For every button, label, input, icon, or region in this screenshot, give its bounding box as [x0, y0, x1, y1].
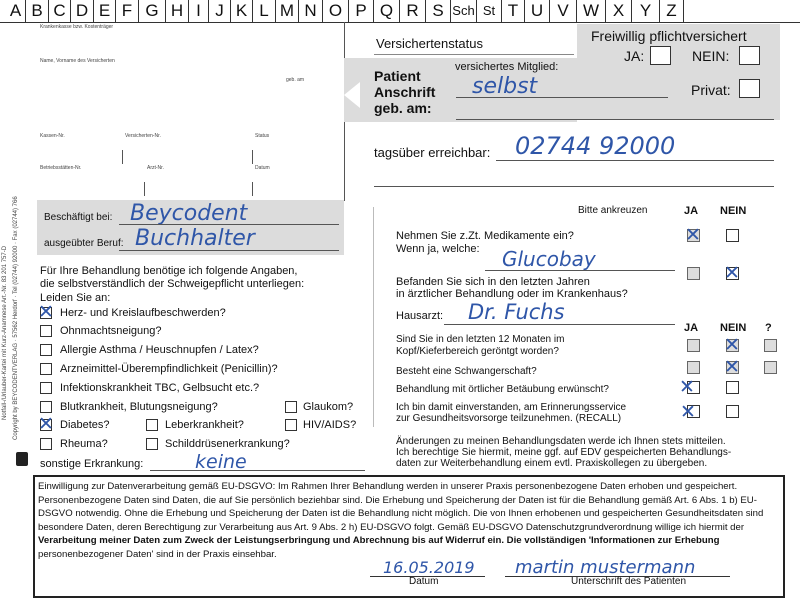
alphabet-letter-w: W	[577, 0, 606, 22]
card-arzt-nr-label: Arzt-Nr.	[147, 165, 164, 171]
condition-allergie: Allergie Asthma / Heuschnupfen / Latex?	[60, 344, 259, 356]
signature-label: Unterschrift des Patienten	[571, 576, 687, 587]
alphabet-letter-o: O	[323, 0, 349, 22]
checkmark-x-icon: ✕	[680, 401, 696, 423]
employer-value[interactable]: Beycodent	[130, 201, 248, 226]
geb-am-label: geb. am:	[374, 100, 432, 116]
alphabet-index-strip	[0, 0, 800, 23]
alphabet-letter-g: G	[139, 0, 166, 22]
recall-question-line1: Ich bin damit einverstanden, am Erinnerungsservice	[396, 402, 627, 413]
checkmark-x-icon: ✕	[38, 301, 54, 323]
alphabet-letter-v: V	[550, 0, 577, 22]
condition-checkbox-ohnmacht[interactable]	[40, 325, 52, 337]
betaeubung-question: Behandlung mit örtlicher Betäubung erwünscht?	[396, 384, 609, 395]
condition-checkbox-rheuma[interactable]	[40, 438, 52, 450]
alphabet-letter-d: D	[71, 0, 94, 22]
alphabet-letter-sch: Sch	[451, 0, 477, 22]
side-copyright-text: Copyright by BEYCODENTVERLAG · 57562 Herdorf · Tel (02744) 92000 · Fax (02744) 766	[13, 196, 19, 440]
consent-date-value[interactable]: 16.05.2019	[383, 558, 475, 577]
alphabet-letter-y: Y	[632, 0, 660, 22]
consent-text	[38, 480, 782, 562]
card-name-label: Name, Vorname des Versicherten	[40, 58, 115, 64]
consent-date-label: Datum	[409, 576, 439, 587]
card-status-label: Status	[255, 133, 270, 139]
aenderung-line3: daten zur Weiterbehandlung einem evtl. Praxiskollegen zu übergeben.	[396, 458, 708, 469]
card-krankenkasse-label: Krankenkasse bzw. Kostenträger	[40, 24, 114, 30]
consent-box	[33, 475, 785, 598]
behandlung-ja-checkbox[interactable]	[687, 267, 700, 280]
publisher-logo-icon	[16, 452, 28, 466]
checkmark-x-icon: ✕	[724, 356, 740, 378]
job-value[interactable]: Buchhalter	[135, 226, 255, 251]
other-condition-label: sonstige Erkrankung:	[40, 458, 144, 470]
mitglied-value[interactable]: selbst	[472, 74, 538, 99]
nein-header: NEIN	[720, 205, 747, 217]
schwanger-unknown-checkbox[interactable]	[764, 361, 777, 374]
card-kassen-nr-label: Kassen-Nr.	[40, 133, 65, 139]
arrow-left-icon	[344, 82, 360, 108]
recall-question-line2: zur Gesundheitsvorsorge teilzunehmen. (RECALL)	[396, 413, 622, 424]
patient-anschrift-heading	[374, 68, 435, 116]
alphabet-letter-p: P	[349, 0, 374, 22]
alphabet-letter-st: St	[477, 0, 502, 22]
condition-glaukom: Glaukom?	[303, 401, 354, 413]
consent-line3: DSGVO notwendig. Ohne die Erhebung und Speicherung der Daten ist die Behandlung nicht möglich. Die von Ihnen erhobenen und gespeicherten Gesundheitsdaten sind	[38, 508, 764, 520]
betaeubung-nein-checkbox[interactable]	[726, 381, 739, 394]
condition-herz: Herz- und Kreislaufbeschwerden?	[60, 307, 226, 319]
roentgen-question-line2: Kopf/Kieferbereich geröntgt worden?	[396, 346, 559, 357]
checkmark-x-icon: ✕	[679, 376, 695, 398]
job-label: ausgeübter Beruf:	[44, 238, 124, 249]
alphabet-letter-n: N	[299, 0, 323, 22]
condition-checkbox-schilddruese[interactable]	[146, 438, 158, 450]
behandlung-question-line2: in ärztlicher Behandlung oder im Krankenhaus?	[396, 288, 628, 300]
other-condition-value[interactable]: keine	[195, 451, 247, 473]
schwanger-ja-checkbox[interactable]	[687, 361, 700, 374]
alphabet-letter-l: L	[253, 0, 276, 22]
condition-checkbox-blut[interactable]	[40, 401, 52, 413]
condition-checkbox-hiv[interactable]	[285, 419, 297, 431]
bitte-ankreuzen-label: Bitte ankreuzen	[578, 205, 648, 216]
phone-label: tagsüber erreichbar:	[374, 145, 491, 160]
checkmark-x-icon: ✕	[724, 262, 740, 284]
freiwillig-nein-label: NEIN:	[692, 48, 730, 64]
alphabet-letter-s: S	[426, 0, 451, 22]
alphabet-letter-u: U	[525, 0, 550, 22]
alphabet-letter-t: T	[502, 0, 525, 22]
alphabet-letter-q: Q	[374, 0, 400, 22]
freiwillig-privat-checkbox[interactable]	[739, 79, 760, 98]
anschrift-label: Anschrift	[374, 84, 436, 100]
medikamente-nein-checkbox[interactable]	[726, 229, 739, 242]
phone-value[interactable]: 02744 92000	[515, 132, 676, 160]
checkmark-x-icon: ✕	[724, 334, 740, 356]
condition-checkbox-leber[interactable]	[146, 419, 158, 431]
roentgen-question-line1: Sind Sie in den letzten 12 Monaten im	[396, 334, 565, 345]
welche-label: Wenn ja, welche:	[396, 243, 480, 255]
intro-line2: die selbstverständlich der Schweigepflicht unterliegen:	[40, 278, 305, 290]
card-betriebsstaetten-label: Betriebsstätten-Nr.	[40, 165, 82, 171]
aenderung-line1: Änderungen zu meinen Behandlungsdaten werde ich Ihnen stets mitteilen.	[396, 436, 726, 447]
condition-checkbox-infektion[interactable]	[40, 382, 52, 394]
alphabet-letter-m: M	[276, 0, 299, 22]
unknown-header: ?	[765, 322, 772, 334]
employer-section	[37, 200, 344, 255]
consent-line5: Verarbeitung meiner Daten zum Zweck der Leistungserbringung und Abrechnung bis auf Widerruf ein. Die vollständigen 'Informationen zur Erhebung	[38, 535, 720, 547]
condition-checkbox-arzneimittel[interactable]	[40, 363, 52, 375]
consent-line4: besondere Daten, deren Berechtigung zur Verarbeitung aus Art. 9 Abs. 2 h) EU-DSGVO folgt. Gemäß EU-DSGVO Datenschutzgrundverordnung willige ich hiermit der	[38, 521, 745, 533]
alphabet-letter-k: K	[231, 0, 253, 22]
checkmark-x-icon: ✕	[685, 224, 701, 246]
schwanger-question: Besteht eine Schwangerschaft?	[396, 366, 537, 377]
freiwillig-title: Freiwillig pflichtversichert	[591, 28, 747, 44]
recall-nein-checkbox[interactable]	[726, 405, 739, 418]
alphabet-letter-c: C	[49, 0, 71, 22]
intro-line1: Für Ihre Behandlung benötige ich folgende Angaben,	[40, 265, 298, 277]
medikament-value[interactable]: Glucobay	[502, 247, 596, 271]
condition-diabetes: Diabetes?	[60, 419, 110, 431]
alphabet-letter-z: Z	[660, 0, 684, 22]
hausarzt-value[interactable]: Dr. Fuchs	[468, 300, 565, 324]
versichertenstatus-label: Versichertenstatus	[376, 36, 483, 51]
nein-header-2: NEIN	[720, 322, 747, 334]
ja-header: JA	[684, 205, 699, 217]
condition-hiv: HIV/AIDS?	[303, 419, 357, 431]
insurance-card-area	[37, 22, 345, 201]
condition-arzneimittel: Arzneimittel-Überempfindlichkeit (Penicillin)?	[60, 363, 278, 375]
ja-header-2: JA	[684, 322, 699, 334]
patient-signature[interactable]: martin mustermann	[515, 557, 696, 578]
freiwillig-ja-checkbox[interactable]	[650, 46, 671, 65]
checkmark-x-icon: ✕	[38, 413, 54, 435]
aenderung-text	[396, 436, 731, 469]
roentgen-unknown-checkbox[interactable]	[764, 339, 777, 352]
freiwillig-ja-label: JA:	[624, 48, 645, 64]
card-versicherten-nr-label: Versicherten-Nr.	[125, 133, 161, 139]
aenderung-line2: Ich berechtige Sie hiermit, meine ggf. auf EDV gespeicherten Behandlungs-	[396, 447, 732, 458]
alphabet-letter-f: F	[116, 0, 139, 22]
leiden-label: Leiden Sie an:	[40, 292, 111, 304]
mitglied-label: versichertes Mitglied:	[455, 61, 559, 73]
consent-line1: Einwilligung zur Datenverarbeitung gemäß EU-DSGVO: Im Rahmen Ihrer Behandlung werden in unserer Praxis personenbezogene Daten erhoben und gespeichert.	[38, 481, 738, 492]
employer-label: Beschäftigt bei:	[44, 212, 113, 223]
alphabet-letter-h: H	[166, 0, 189, 22]
freiwillig-privat-label: Privat:	[691, 82, 731, 98]
consent-line6: personenbezogener Daten' sind in der Praxis einsehbar.	[38, 548, 277, 560]
patient-label: Patient	[374, 68, 421, 84]
freiwillig-panel	[577, 24, 780, 120]
condition-blut: Blutkrankheit, Blutungsneigung?	[60, 401, 218, 413]
alphabet-letter-j: J	[209, 0, 231, 22]
condition-infektion: Infektionskrankheit TBC, Gelbsucht etc.?	[60, 382, 260, 394]
side-article-text: Notfall-/Urlauber-Kartei mit Kurz-Anamnese Art.-Nr. 83 201 757-D	[2, 245, 8, 420]
consent-line2: Personenbezogene Daten sind Daten, die auf Sie persönlich beziehbar sind. Die Erhebung und Speicherung der Daten ist für die Behandlung gemäß Art. 6 Abs. 1 b) EU-	[38, 494, 757, 506]
condition-schilddruese: Schilddrüsenerkrankung?	[165, 438, 290, 450]
behandlung-question-line1: Befanden Sie sich in den letzten Jahren	[396, 276, 590, 288]
alphabet-letter-a: A	[6, 0, 26, 22]
alphabet-letter-e: E	[94, 0, 116, 22]
condition-checkbox-glaukom[interactable]	[285, 401, 297, 413]
alphabet-letter-r: R	[400, 0, 426, 22]
alphabet-letter-b: B	[26, 0, 49, 22]
card-geb-label: geb. am	[286, 77, 305, 83]
condition-leber: Leberkrankheit?	[165, 419, 244, 431]
roentgen-ja-checkbox[interactable]	[687, 339, 700, 352]
hausarzt-label: Hausarzt:	[396, 310, 444, 322]
card-datum-label: Datum	[255, 165, 270, 171]
alphabet-letter-x: X	[606, 0, 632, 22]
alphabet-letter-i: I	[189, 0, 209, 22]
freiwillig-nein-checkbox[interactable]	[739, 46, 760, 65]
condition-ohnmacht: Ohnmachtsneigung?	[60, 325, 162, 337]
condition-rheuma: Rheuma?	[60, 438, 108, 450]
condition-checkbox-allergie[interactable]	[40, 344, 52, 356]
medikamente-question: Nehmen Sie z.Zt. Medikamente ein?	[396, 230, 574, 242]
